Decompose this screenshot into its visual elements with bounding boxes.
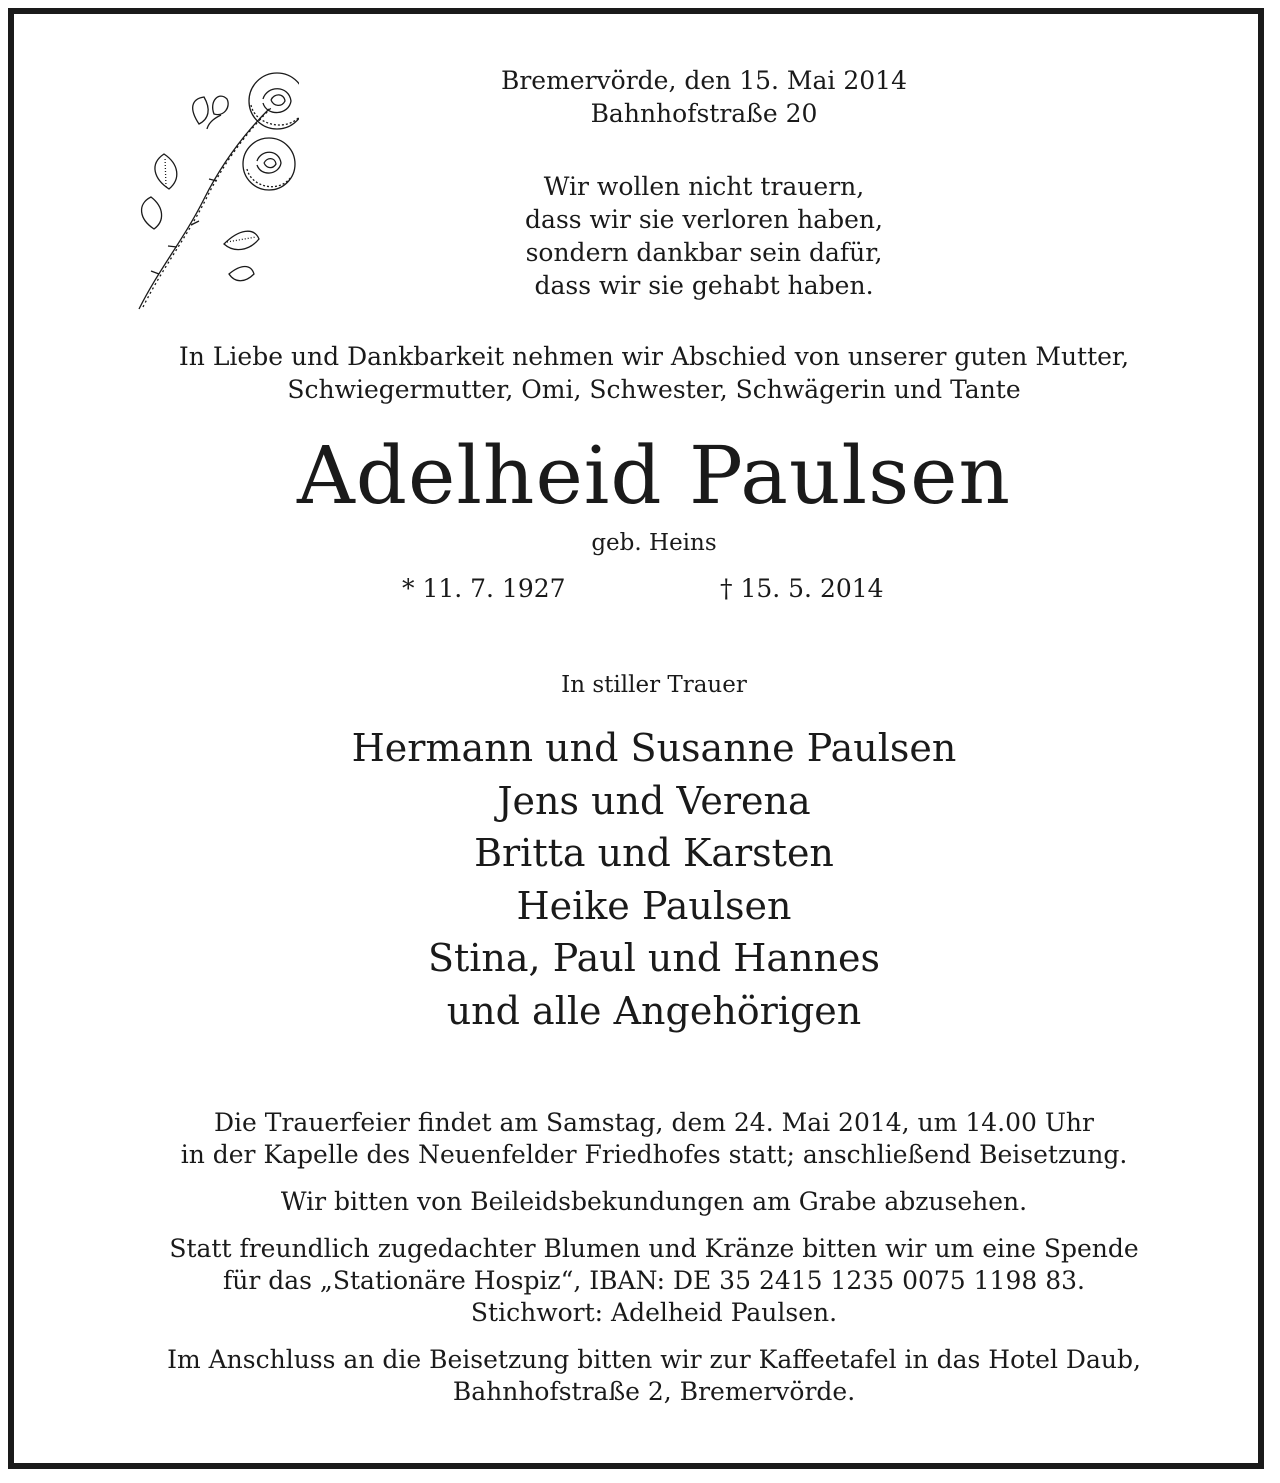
family-member: Britta und Karsten <box>474 831 834 875</box>
ceremony-info <box>74 1107 1234 1171</box>
poem-line: dass wir sie gehabt haben. <box>534 271 874 300</box>
poem <box>354 170 1054 302</box>
place-and-address <box>354 64 1054 130</box>
ceremony-line: in der Kapelle des Neuenfelder Friedhofes statt; anschließend Beisetzung. <box>180 1140 1128 1169</box>
poem-line: Wir wollen nicht trauern, <box>543 172 865 201</box>
intro-line: Schwiegermutter, Omi, Schwester, Schwägerin und Tante <box>287 375 1021 404</box>
address: Bahnhofstraße 20 <box>590 99 818 128</box>
condolence-line: Wir bitten von Beileidsbekundungen am Grabe abzusehen. <box>280 1187 1028 1216</box>
condolence-note <box>74 1186 1234 1218</box>
family-member: Heike Paulsen <box>516 883 792 928</box>
place-date: Bremervörde, den 15. Mai 2014 <box>500 66 907 95</box>
donation-line: Stichwort: Adelheid Paulsen. <box>470 1298 838 1327</box>
reception-info <box>74 1344 1234 1408</box>
death-date: † 15. 5. 2014 <box>720 574 884 603</box>
intro-line: In Liebe und Dankbarkeit nehmen wir Abschied von unserer guten Mutter, <box>178 342 1130 371</box>
donation-line: Statt freundlich zugedachter Blumen und Kränze bitten wir um eine Spende <box>169 1234 1139 1263</box>
poem-line: dass wir sie verloren haben, <box>525 205 883 234</box>
deceased-name: Adelheid Paulsen <box>297 429 1011 522</box>
funeral-info <box>74 1107 1234 1423</box>
family-member: und alle Angehörigen <box>446 988 862 1033</box>
family-member: Hermann und Susanne Paulsen <box>351 726 957 770</box>
birth-date: * 11. 7. 1927 <box>402 574 566 603</box>
birth-name: geb. Heins <box>591 530 717 556</box>
farewell-intro <box>74 340 1234 406</box>
obituary-frame <box>8 8 1264 1469</box>
poem-line: sondern dankbar sein dafür, <box>525 238 883 267</box>
reception-line: Im Anschluss an die Beisetzung bitten wir zur Kaffeetafel in das Hotel Daub, <box>167 1345 1141 1374</box>
mourning-label: In stiller Trauer <box>561 672 747 698</box>
donation-info <box>74 1233 1234 1329</box>
family-member: Stina, Paul und Hannes <box>427 936 881 980</box>
family-member: Jens und Verena <box>497 778 811 823</box>
family-list <box>254 722 1054 1037</box>
ceremony-line: Die Trauerfeier findet am Samstag, dem 24. Mai 2014, um 14.00 Uhr <box>214 1108 1094 1137</box>
donation-line: für das „Stationäre Hospiz“, IBAN: DE 35 2415 1235 0075 1198 83. <box>223 1266 1085 1295</box>
reception-line: Bahnhofstraße 2, Bremervörde. <box>452 1377 856 1406</box>
rose-icon <box>129 69 299 314</box>
